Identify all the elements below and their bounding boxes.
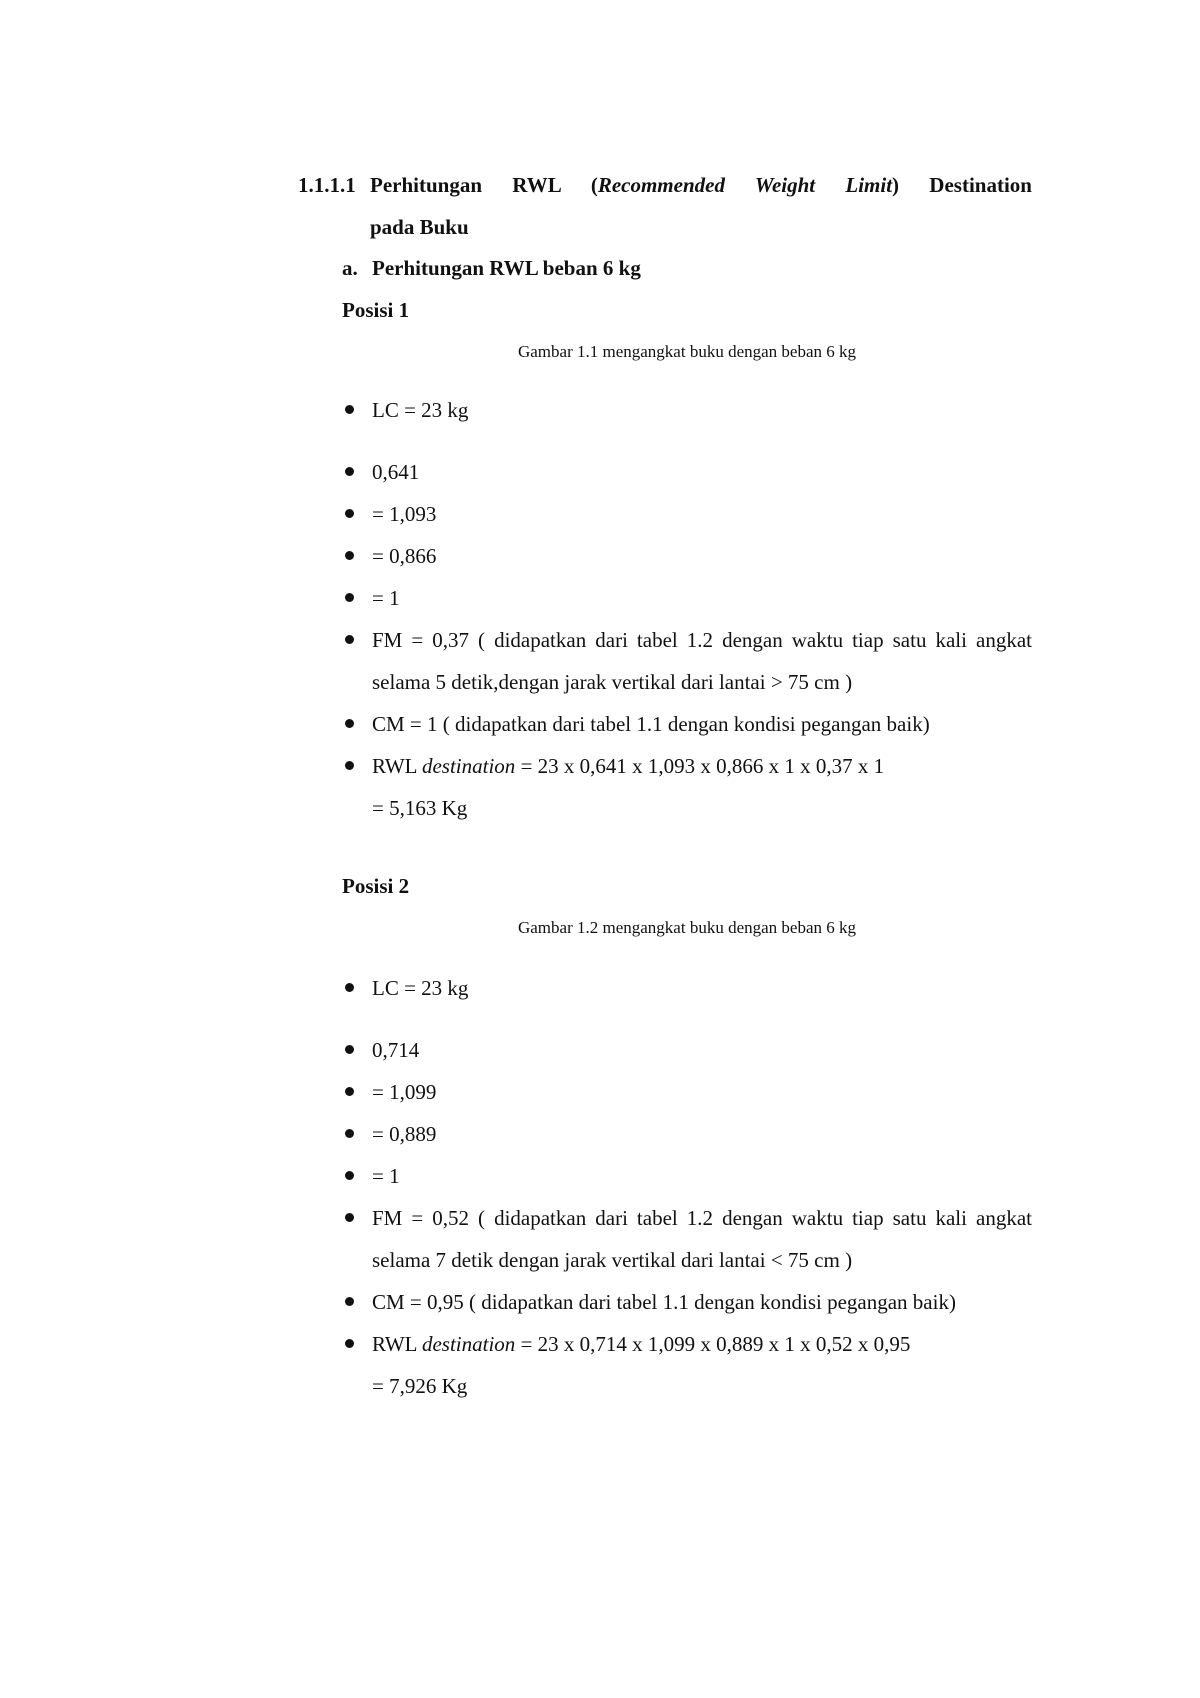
subsection-title: Perhitungan RWL beban 6 kg [372, 256, 641, 280]
figure-caption-1: Gambar 1.1 mengangkat buku dengan beban 6 kg [517, 342, 857, 361]
rwl-label: RWL [372, 1332, 422, 1356]
multiplier-value: = 1 [372, 586, 400, 610]
list-item [342, 703, 1032, 745]
bullet-icon [345, 1087, 354, 1096]
fm-value: FM = 0,37 ( didapatkan dari tabel 1.2 dengan waktu tiap satu kali angkat selama 5 detik,dengan jarak vertikal dari lantai > 75 cm ) [372, 628, 1032, 694]
bullet-icon [345, 1297, 354, 1306]
lc-value: LC = 23 kg [372, 976, 469, 1000]
list-item [342, 1281, 1032, 1323]
list-item [342, 1029, 1032, 1071]
bullet-icon [345, 593, 354, 602]
cm-value: CM = 1 ( didapatkan dari tabel 1.1 dengan kondisi pegangan baik) [372, 712, 930, 736]
bullet-icon [345, 1045, 354, 1054]
rwl-label: RWL [372, 754, 422, 778]
cm-value: CM = 0,95 ( didapatkan dari tabel 1.1 dengan kondisi pegangan baik) [372, 1290, 956, 1314]
bullet-icon [345, 983, 354, 992]
section-heading [298, 164, 1032, 248]
bullet-icon [345, 509, 354, 518]
list-item [342, 577, 1032, 619]
list-item [342, 493, 1032, 535]
rwl-formula: = 23 x 0,714 x 1,099 x 0,889 x 1 x 0,52 x 0,95 [515, 1332, 911, 1356]
list-item [342, 1113, 1032, 1155]
section-number: 1.1.1.1 [298, 173, 356, 197]
bullet-icon [345, 719, 354, 728]
lc-value: LC = 23 kg [372, 398, 469, 422]
multiplier-value: = 0,866 [372, 544, 437, 568]
list-item [342, 389, 1032, 431]
rwl-formula: = 23 x 0,641 x 1,093 x 0,866 x 1 x 0,37 x 1 [515, 754, 885, 778]
bullet-icon [345, 551, 354, 560]
rwl-italic: destination [421, 754, 516, 778]
bullet-icon [345, 405, 354, 414]
bullet-icon [345, 1339, 354, 1348]
subsection-marker: a. [342, 256, 358, 280]
bullet-icon [345, 761, 354, 770]
position-2-list [342, 967, 1032, 1407]
list-item [342, 1155, 1032, 1197]
list-item [342, 619, 1032, 703]
fm-value: FM = 0,52 ( didapatkan dari tabel 1.2 dengan waktu tiap satu kali angkat selama 7 detik dengan jarak vertikal dari lantai < 75 cm ) [372, 1206, 1032, 1272]
bullet-icon [345, 1171, 354, 1180]
list-item [342, 1197, 1032, 1281]
list-item [342, 1323, 1032, 1407]
multiplier-value: = 1 [372, 1164, 400, 1188]
rwl-italic: destination [421, 1332, 516, 1356]
rwl-result: = 5,163 Kg [372, 796, 468, 820]
section-title-line2: pada Buku [370, 215, 469, 239]
multiplier-value: 0,641 [372, 460, 420, 484]
bullet-icon [345, 635, 354, 644]
multiplier-value: = 1,093 [372, 502, 437, 526]
bullet-icon [345, 467, 354, 476]
list-item [342, 535, 1032, 577]
position-1-title: Posisi 1 [342, 298, 410, 322]
list-item [342, 967, 1032, 1009]
position-2-title: Posisi 2 [342, 874, 410, 898]
list-item [342, 1071, 1032, 1113]
list-item [342, 451, 1032, 493]
rwl-result: = 7,926 Kg [372, 1374, 468, 1398]
multiplier-value: = 0,889 [372, 1122, 437, 1146]
figure-caption-2: Gambar 1.2 mengangkat buku dengan beban 6 kg [517, 918, 857, 937]
section-heading-line1 [298, 164, 1032, 206]
bullet-icon [345, 1213, 354, 1222]
subsection-heading [342, 256, 641, 281]
section-title-pre: Perhitungan RWL ( [370, 173, 598, 197]
bullet-icon [345, 1129, 354, 1138]
multiplier-value: = 1,099 [372, 1080, 437, 1104]
position-1-list [342, 389, 1032, 829]
section-title-post: ) Destination [892, 173, 1032, 197]
list-item [342, 745, 1032, 829]
multiplier-value: 0,714 [372, 1038, 420, 1062]
section-title-italic: Recommended Weight Limit [597, 173, 893, 197]
